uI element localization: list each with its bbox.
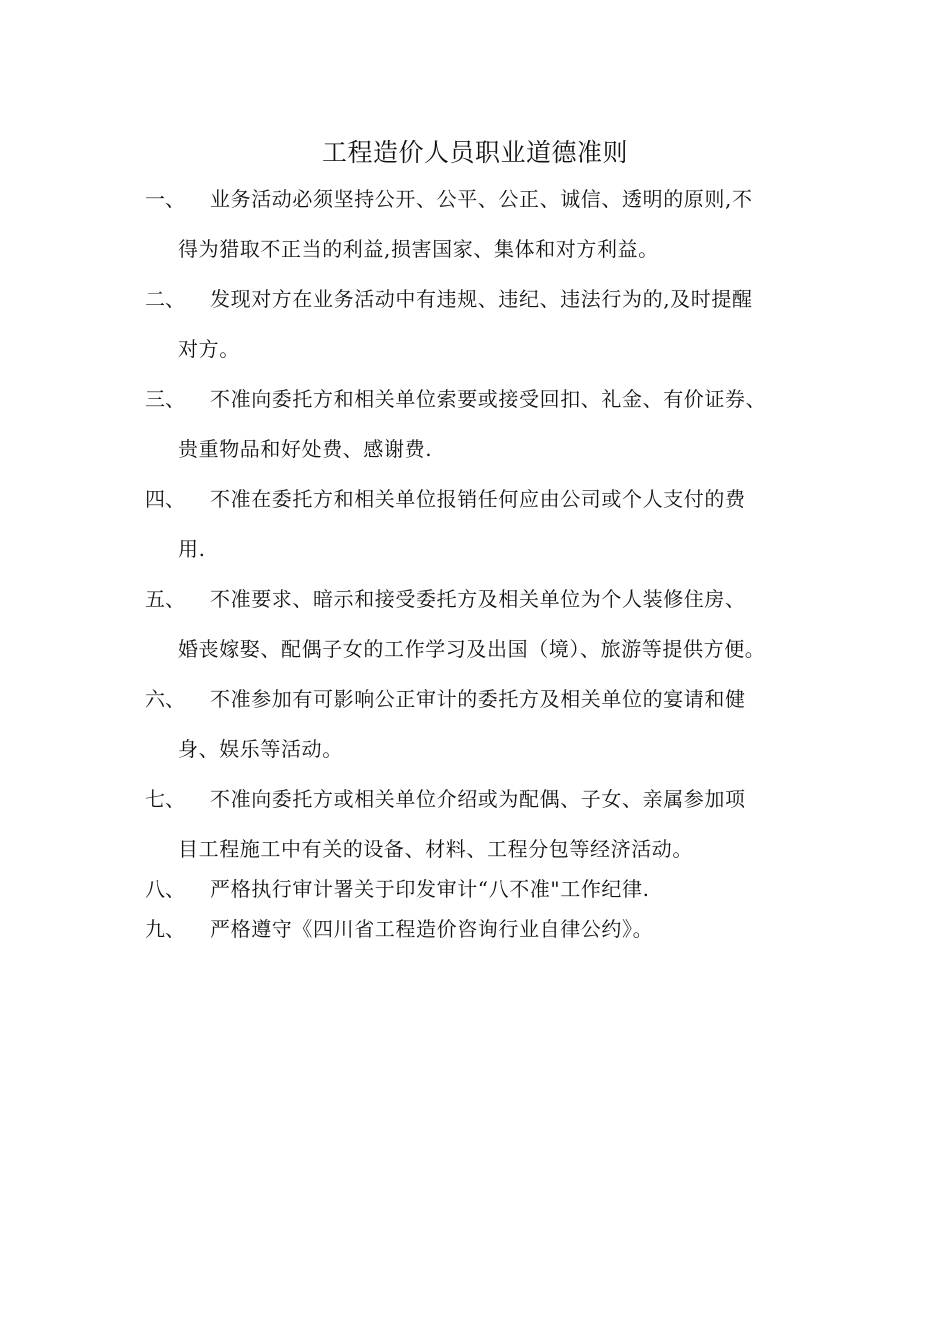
article-text-line: 发现对方在业务活动中有违规、违纪、违法行为的,及时提醒 [210, 287, 753, 311]
article-number: 六、 [145, 687, 185, 711]
article-number: 七、 [145, 787, 185, 811]
article-text-line: 得为猎取不正当的利益,损害国家、集体和对方利益。 [178, 237, 659, 261]
article-item [0, 912, 950, 946]
article-item [0, 782, 950, 866]
article-text-line: 对方。 [178, 337, 240, 361]
article-item [0, 282, 950, 366]
article-number: 八、 [145, 877, 185, 901]
article-item [0, 382, 950, 466]
article-text-line: 严格遵守《四川省工程造价咨询行业自律公约》。 [210, 917, 654, 941]
article-text-line: 用. [178, 537, 206, 561]
article-text-line: 不准参加有可影响公正审计的委托方及相关单位的宴请和健 [210, 687, 746, 711]
article-number: 五、 [145, 587, 185, 611]
article-text-line: 业务活动必须坚持公开、公平、公正、诚信、透明的原则,不 [210, 187, 753, 211]
article-item [0, 482, 950, 566]
article-text-line: 不准要求、暗示和接受委托方及相关单位为个人装修住房、 [210, 587, 746, 611]
article-item [0, 182, 950, 266]
article-text-line: 身、娱乐等活动。 [178, 737, 343, 761]
article-number: 一、 [145, 187, 185, 211]
article-text-line: 不准在委托方和相关单位报销任何应由公司或个人支付的费 [210, 487, 746, 511]
article-text-line: 目工程施工中有关的设备、材料、工程分包等经济活动。 [178, 837, 693, 861]
article-number: 三、 [145, 387, 185, 411]
document-title: 工程造价人员职业道德准则 [321, 138, 628, 167]
article-item [0, 582, 950, 666]
article-text-line: 不准向委托方或相关单位介绍或为配偶、子女、亲属参加项 [210, 787, 746, 811]
article-number: 二、 [145, 287, 185, 311]
article-text-line: 严格执行审计署关于印发审计“八不准"工作纪律. [210, 877, 650, 901]
article-number: 四、 [145, 487, 185, 511]
article-text-line: 不准向委托方和相关单位索要或接受回扣、礼金、有价证券、 [210, 387, 767, 411]
article-text-line: 婚丧嫁娶、配偶子女的工作学习及出国（境）、旅游等提供方便。 [178, 637, 766, 661]
article-number: 九、 [145, 917, 185, 941]
article-item [0, 872, 950, 906]
article-item [0, 682, 950, 766]
article-text-line: 贵重物品和好处费、感谢费. [178, 437, 433, 461]
article-list [0, 182, 950, 946]
